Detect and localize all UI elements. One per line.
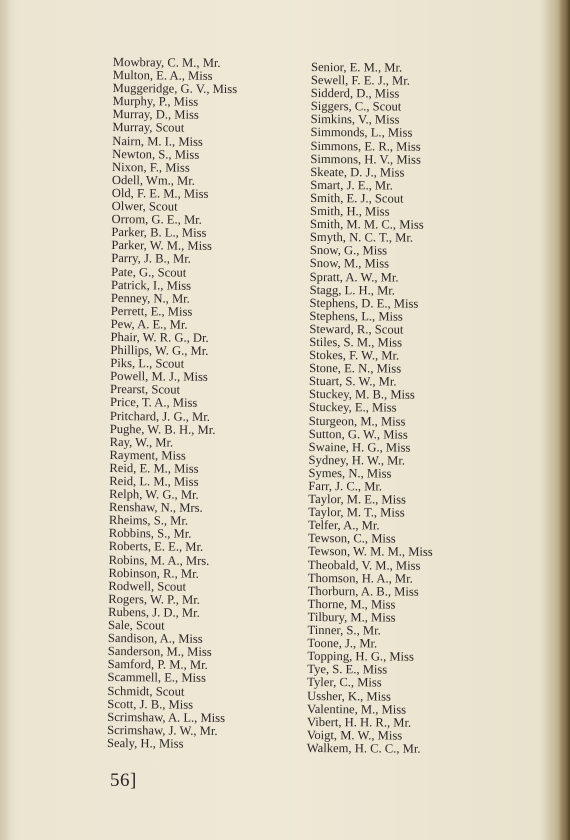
name-list-entry: Farr, J. C., Mr. bbox=[308, 478, 383, 494]
name-list-entry: Stephens, L., Miss bbox=[309, 308, 403, 324]
name-list-entry: Reid, L. M., Miss bbox=[109, 473, 199, 489]
name-list-entry: Pew, A. E., Mr. bbox=[110, 316, 188, 332]
name-list-entry: Walkem, H. C. C., Mr. bbox=[306, 740, 421, 756]
name-list-entry: Penney, N., Mr. bbox=[110, 290, 190, 306]
name-list-entry: Piks, L., Scout bbox=[110, 356, 185, 371]
name-list-entry: Phair, W. R. G., Dr. bbox=[110, 329, 209, 345]
name-list-entry: Rogers, W. P., Mr. bbox=[108, 591, 201, 607]
name-list-entry: Rheims, S., Mr. bbox=[108, 513, 189, 528]
name-list-entry: Smith, M. M. C., Miss bbox=[309, 217, 424, 232]
name-list-entry: Prearst, Scout bbox=[110, 382, 181, 397]
name-list-entry: Robins, M. A., Mrs. bbox=[108, 552, 210, 568]
name-list-entry: Toone, J., Mr. bbox=[307, 636, 378, 651]
name-list-entry: Sidderd, D., Miss bbox=[310, 86, 400, 101]
name-list-entry: Stone, E. N., Miss bbox=[309, 361, 402, 376]
name-list-entry: Taylor, M. E., Miss bbox=[308, 492, 406, 507]
name-list-entry: Sanderson, M., Miss bbox=[107, 644, 212, 660]
name-list-entry: Murray, Scout bbox=[112, 120, 185, 136]
name-list-entry: Scammell, E., Miss bbox=[107, 670, 206, 686]
name-list-entry: Ray, W., Mr. bbox=[109, 434, 174, 450]
name-list-entry: Sewell, F. E. J., Mr. bbox=[310, 73, 410, 88]
name-list-entry: Tewson, C., Miss bbox=[308, 531, 396, 546]
name-list-entry: Newton, S., Miss bbox=[112, 146, 200, 162]
name-list-entry: Stagg, L. H., Mr. bbox=[309, 282, 396, 298]
name-list-entry: Tye, S. E., Miss bbox=[307, 662, 388, 677]
name-list-entry: Parker, W. M., Miss bbox=[111, 238, 213, 254]
name-list-entry: Stiles, S. M., Miss bbox=[309, 334, 403, 350]
name-list-entry: Simmons, E. R., Miss bbox=[310, 138, 421, 154]
name-list-entry: Sale, Scout bbox=[107, 618, 165, 633]
name-list-entry: Skeate, D. J., Miss bbox=[310, 164, 405, 180]
name-list-entry: Smith, E. J., Scout bbox=[310, 190, 404, 206]
name-list-entry: Roberts, E. E., Mr. bbox=[108, 539, 204, 555]
name-list-entry: Stuart, S. W., Mr. bbox=[309, 374, 397, 389]
name-list-entry: Taylor, M. T., Miss bbox=[308, 505, 405, 520]
name-list-entry: Reid, E. M., Miss bbox=[109, 460, 199, 476]
name-list-entry: Simkins, V., Miss bbox=[310, 112, 400, 127]
name-list-entry: Rubens, J. D., Mr. bbox=[108, 604, 200, 620]
name-list-entry: Vibert, H. H. R., Mr. bbox=[306, 714, 412, 730]
name-list-entry: Sydney, H. W., Mr. bbox=[308, 452, 406, 468]
name-list-entry: Voigt, M. W., Miss bbox=[306, 727, 403, 743]
name-list-entry: Robbins, S., Mr. bbox=[108, 526, 192, 542]
name-list-entry: Murphy, P., Miss bbox=[112, 94, 199, 110]
name-list-entry: Tyler, C., Miss bbox=[307, 675, 382, 690]
name-list-entry: Relph, W. G., Mr. bbox=[109, 487, 199, 502]
name-list-entry: Sealy, H., Miss bbox=[106, 735, 184, 751]
name-list-entry: Topping, H. G., Miss bbox=[307, 649, 414, 664]
name-list-entry: Symes, N., Miss bbox=[308, 465, 392, 481]
name-list-entry: Scrimshaw, A. L., Miss bbox=[107, 709, 226, 725]
name-list-entry: Smyth, N. C. T., Mr. bbox=[309, 230, 414, 245]
name-list-entry: Parry, J. B., Mr. bbox=[111, 251, 191, 267]
name-list-entry: Orrom, G. E., Mr. bbox=[111, 212, 202, 227]
name-list-entry: Sturgeon, M., Miss bbox=[308, 413, 406, 429]
name-list-entry: Powell, M. J., Miss bbox=[110, 369, 208, 385]
name-list-entry: Thorne, M., Miss bbox=[307, 596, 396, 612]
name-list-entry: Smart, J. E., Mr. bbox=[310, 177, 393, 193]
name-list-entry: Stuckey, M. B., Miss bbox=[308, 387, 415, 402]
name-list-entry: Thomson, H. A., Mr. bbox=[307, 570, 413, 586]
name-list-entry: Patrick, I., Miss bbox=[110, 277, 192, 293]
name-list-entry: Scrimshaw, J. W., Mr. bbox=[107, 722, 218, 738]
name-list-right-column bbox=[307, 61, 436, 756]
name-list-entry: Simmons, H. V., Miss bbox=[310, 151, 421, 167]
name-list-entry: Stokes, F. W., Mr. bbox=[309, 348, 400, 363]
name-list-entry: Pritchard, J. G., Mr. bbox=[109, 408, 210, 424]
name-list-entry: Robinson, R., Mr. bbox=[108, 565, 199, 581]
name-list-entry: Nixon, F., Miss bbox=[111, 159, 190, 175]
name-list-entry: Muggeridge, G. V., Miss bbox=[112, 81, 238, 97]
name-list-entry: Nairn, M. I., Miss bbox=[112, 133, 203, 149]
name-list-entry: Phillips, W. G., Mr. bbox=[110, 343, 209, 358]
name-list-entry: Pughe, W. B. H., Mr. bbox=[109, 421, 216, 437]
name-list-entry: Schmidt, Scout bbox=[107, 683, 185, 699]
name-list-entry: Smith, H., Miss bbox=[310, 204, 390, 219]
name-list-entry: Tilbury, M., Miss bbox=[307, 609, 396, 625]
name-list-entry: Multon, E. A., Miss bbox=[112, 68, 213, 83]
name-list-entry: Price, T. A., Miss bbox=[109, 395, 198, 411]
name-list-entry: Murray, D., Miss bbox=[112, 107, 199, 123]
name-list-entry: Spratt, A. W., Mr. bbox=[309, 269, 399, 285]
name-list-entry: Snow, G., Miss bbox=[309, 243, 388, 258]
name-list-entry: Senior, E. M., Mr. bbox=[310, 60, 403, 75]
name-list-entry: Sandison, A., Miss bbox=[107, 631, 203, 646]
name-list-entry: Swaine, H. G., Miss bbox=[308, 439, 411, 455]
name-list-entry: Rodwell, Scout bbox=[108, 578, 187, 594]
name-list-entry: Pate, G., Scout bbox=[111, 264, 187, 280]
name-list-entry: Tinner, S., Mr. bbox=[307, 623, 381, 638]
name-list-entry: Parker, B. L., Miss bbox=[111, 225, 207, 241]
name-list-entry: Telfer, A., Mr. bbox=[308, 518, 380, 533]
name-list-entry: Theobald, V. M., Miss bbox=[307, 557, 421, 573]
name-list-entry: Ussher, K., Miss bbox=[307, 688, 391, 703]
page-gutter-shadow bbox=[0, 0, 10, 840]
page-number: 56] bbox=[110, 770, 137, 791]
name-list-entry: Valentine, M., Miss bbox=[307, 701, 407, 717]
name-list-entry: Mowbray, C. M., Mr. bbox=[112, 55, 221, 70]
name-list-entry: Stephens, D. E., Miss bbox=[309, 295, 419, 311]
name-list-entry: Stuckey, E., Miss bbox=[308, 400, 397, 415]
name-list-entry: Tewson, W. M. M., Miss bbox=[307, 544, 433, 560]
name-list-entry: Scott, J. B., Miss bbox=[107, 696, 194, 712]
name-list-entry: Thorburn, A. B., Miss bbox=[307, 583, 419, 599]
name-list-entry: Sutton, G. W., Miss bbox=[308, 426, 408, 442]
name-list-entry: Steward, R., Scout bbox=[309, 321, 404, 337]
name-list-entry: Samford, P. M., Mr. bbox=[107, 657, 208, 673]
name-list-entry: Siggers, C., Scout bbox=[310, 99, 402, 114]
name-list-entry: Rayment, Miss bbox=[109, 447, 186, 463]
name-list-entry: Renshaw, N., Mrs. bbox=[109, 500, 203, 515]
name-list-entry: Odell, Wm., Mr. bbox=[111, 172, 196, 188]
name-list-left-column bbox=[107, 56, 237, 751]
name-list-entry: Simmonds, L., Miss bbox=[310, 125, 413, 141]
page-edge-shadow bbox=[558, 0, 570, 840]
name-list-entry: Olwer, Scout bbox=[111, 199, 178, 214]
name-list-entry: Perrett, E., Miss bbox=[110, 303, 193, 319]
name-list-entry: Old, F. E. M., Miss bbox=[111, 185, 209, 201]
name-list-entry: Snow, M., Miss bbox=[309, 256, 390, 271]
